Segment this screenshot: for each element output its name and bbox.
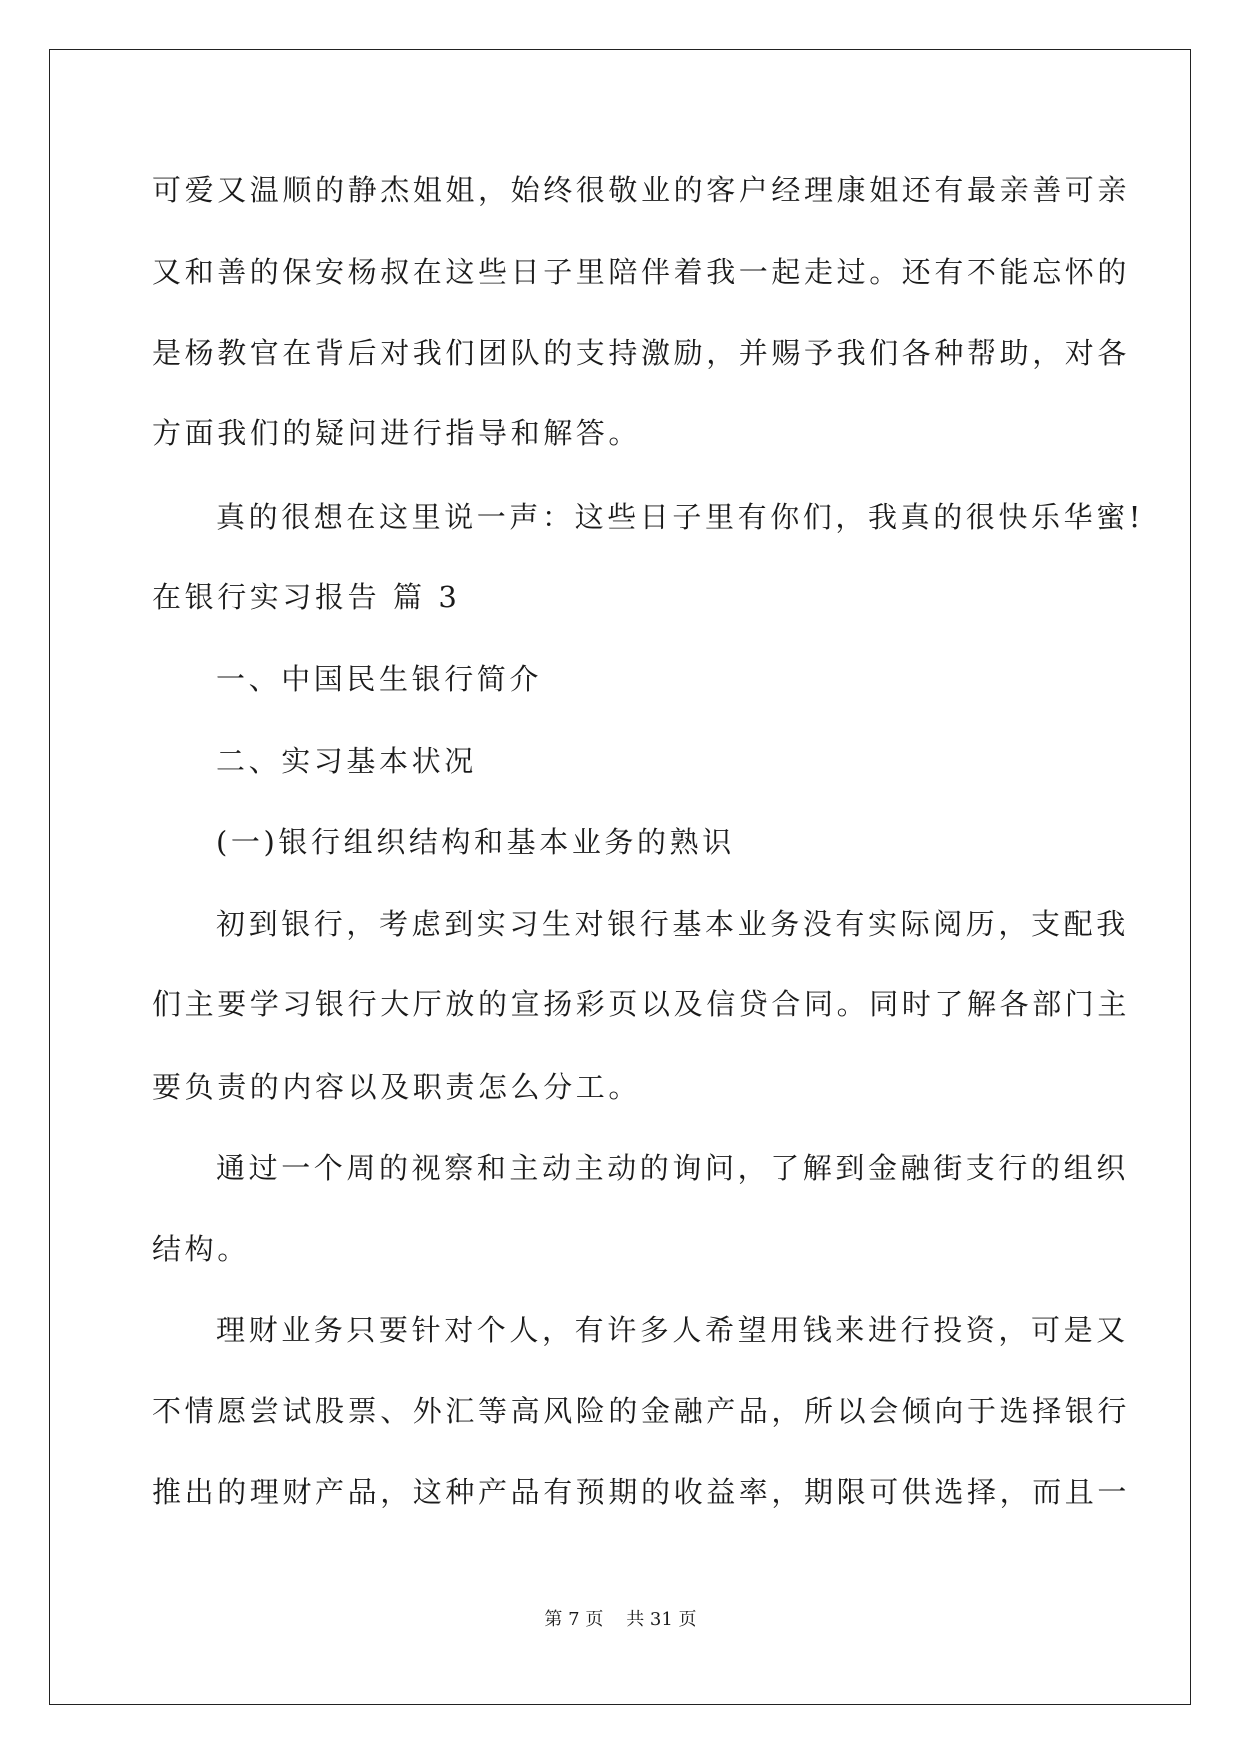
subheading: 一、中国民生银行简介 [216,662,543,696]
subheading: (一)银行组织结构和基本业务的熟识 [216,825,735,859]
body-line: 通过一个周的视察和主动主动的询问，了解到金融街支行的组织 [216,1151,1129,1185]
body-line: 们主要学习银行大厅放的宣扬彩页以及信贷合同。同时了解各部门主 [152,987,1131,1021]
body-line: 要负责的内容以及职责怎么分工。 [152,1070,642,1104]
body-line: 理财业务只要针对个人，有许多人希望用钱来进行投资，可是又 [216,1313,1129,1347]
body-line: 真的很想在这里说一声：这些日子里有你们，我真的很快乐华蜜! [216,500,1145,534]
subheading: 二、实习基本状况 [216,744,477,778]
page-border [49,49,1191,1705]
body-line: 方面我们的疑问进行指导和解答。 [152,416,642,450]
section-heading: 在银行实习报告 篇 3 [152,580,461,614]
body-line: 不情愿尝试股票、外汇等高风险的金融产品，所以会倾向于选择银行 [152,1394,1131,1428]
body-line: 是杨教官在背后对我们团队的支持激励，并赐予我们各种帮助，对各 [152,336,1131,370]
body-line: 初到银行，考虑到实习生对银行基本业务没有实际阅历，支配我 [216,907,1129,941]
body-line: 结构。 [152,1232,250,1266]
body-line: 推出的理财产品，这种产品有预期的收益率，期限可供选择，而且一 [152,1475,1131,1509]
body-line: 又和善的保安杨叔在这些日子里陪伴着我一起走过。还有不能忘怀的 [152,255,1131,289]
body-line: 可爱又温顺的静杰姐姐，始终很敬业的客户经理康姐还有最亲善可亲 [152,173,1131,207]
page-number: 第 7 页 共 31 页 [544,1609,697,1630]
